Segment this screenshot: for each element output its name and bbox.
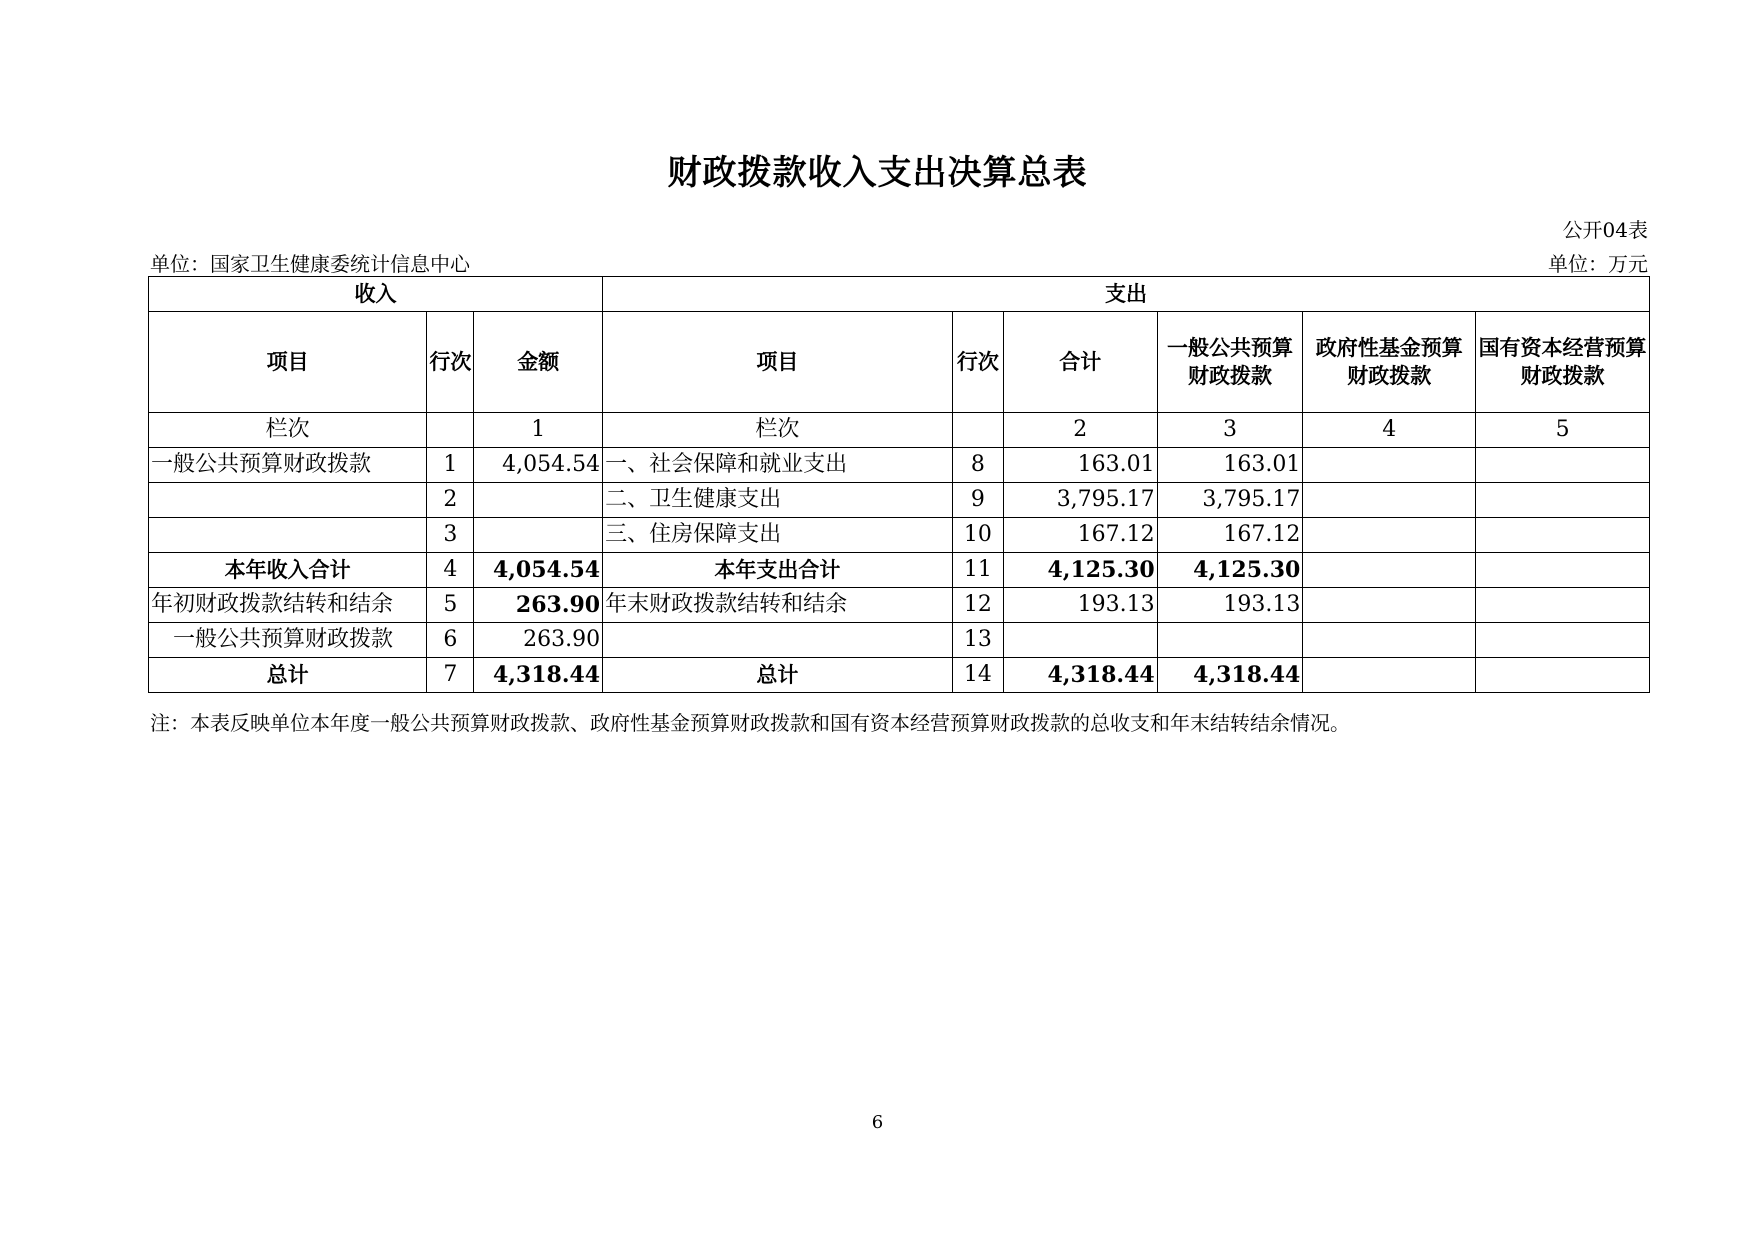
expense-item: 本年支出合计: [603, 553, 953, 588]
col-index-cell: 5: [1476, 413, 1650, 448]
expense-item-header: 项目: [603, 312, 953, 413]
income-row-no: 2: [427, 483, 474, 518]
table-row: [149, 518, 1650, 553]
income-row-no: 7: [427, 658, 474, 693]
col-index-cell: [952, 413, 1003, 448]
expense-general-budget: 3,795.17: [1157, 483, 1303, 518]
table-row: [149, 483, 1650, 518]
expense-general-budget: 193.13: [1157, 588, 1303, 623]
expense-total: 167.12: [1003, 518, 1157, 553]
expense-general-budget: 4,318.44: [1157, 658, 1303, 693]
expense-state-capital: [1476, 658, 1650, 693]
page-title: 财政拨款收入支出决算总表: [667, 153, 1088, 193]
col-index-cell: [427, 413, 474, 448]
col-index-label-left: 栏次: [149, 413, 427, 448]
expense-total: [1003, 623, 1157, 658]
expense-general-budget: 4,125.30: [1157, 553, 1303, 588]
expense-gov-fund: [1303, 483, 1476, 518]
col-index-cell: 4: [1303, 413, 1476, 448]
expense-general-budget: 163.01: [1157, 448, 1303, 483]
expense-gov-fund: [1303, 553, 1476, 588]
grand-total-row: [149, 658, 1650, 693]
income-section-header: 收入: [149, 277, 603, 312]
expense-gov-fund: [1303, 518, 1476, 553]
expense-total: 4,125.30: [1003, 553, 1157, 588]
expense-item: 年末财政拨款结转和结余: [603, 588, 953, 623]
form-number: 公开04表: [1562, 218, 1648, 242]
expense-item: 总计: [603, 658, 953, 693]
income-amount: [474, 518, 603, 553]
income-amount: [474, 483, 603, 518]
income-item-header: 项目: [149, 312, 427, 413]
expense-state-capital: [1476, 483, 1650, 518]
footnote: 注：本表反映单位本年度一般公共预算财政拨款、政府性基金预算财政拨款和国有资本经营预算财政拨款的总收支和年末结转结余情况。: [150, 711, 1350, 735]
page-number: 6: [871, 1112, 884, 1133]
income-item: [149, 518, 427, 553]
table-row: [149, 623, 1650, 658]
expense-row-no: 14: [952, 658, 1003, 693]
expense-item: 一、社会保障和就业支出: [603, 448, 953, 483]
expense-total: 4,318.44: [1003, 658, 1157, 693]
income-amount: 263.90: [474, 588, 603, 623]
expense-gov-fund: [1303, 588, 1476, 623]
income-amount-header: 金额: [474, 312, 603, 413]
expense-state-capital: [1476, 518, 1650, 553]
expense-item: 二、卫生健康支出: [603, 483, 953, 518]
expense-row-no: 11: [952, 553, 1003, 588]
expense-row-no-header: 行次: [952, 312, 1003, 413]
unit-organization: 单位：国家卫生健康委统计信息中心: [150, 252, 470, 276]
income-row-no-header: 行次: [427, 312, 474, 413]
income-amount: 4,318.44: [474, 658, 603, 693]
income-amount: 4,054.54: [474, 553, 603, 588]
income-row-no: 1: [427, 448, 474, 483]
general-budget-header: 一般公共预算财政拨款: [1157, 312, 1303, 413]
expense-state-capital: [1476, 588, 1650, 623]
budget-table: [148, 276, 1650, 693]
income-row-no: 6: [427, 623, 474, 658]
header-columns-row: [149, 312, 1650, 413]
expense-total: 193.13: [1003, 588, 1157, 623]
expense-state-capital: [1476, 553, 1650, 588]
expense-row-no: 10: [952, 518, 1003, 553]
expense-state-capital: [1476, 448, 1650, 483]
income-row-no: 5: [427, 588, 474, 623]
expense-item: 三、住房保障支出: [603, 518, 953, 553]
expense-total: 163.01: [1003, 448, 1157, 483]
income-amount: 4,054.54: [474, 448, 603, 483]
column-index-row: [149, 413, 1650, 448]
col-index-cell: 1: [474, 413, 603, 448]
income-item: 一般公共预算财政拨款: [149, 448, 427, 483]
income-amount: 263.90: [474, 623, 603, 658]
expense-gov-fund: [1303, 448, 1476, 483]
income-row-no: 3: [427, 518, 474, 553]
col-index-label-right: 栏次: [603, 413, 953, 448]
expense-general-budget: 167.12: [1157, 518, 1303, 553]
expense-state-capital: [1476, 623, 1650, 658]
expense-row-no: 8: [952, 448, 1003, 483]
unit-currency: 单位：万元: [1548, 252, 1648, 276]
expense-total: 3,795.17: [1003, 483, 1157, 518]
income-item: 总计: [149, 658, 427, 693]
income-item: [149, 483, 427, 518]
income-row-no: 4: [427, 553, 474, 588]
subtotal-row: [149, 553, 1650, 588]
expense-section-header: 支出: [603, 277, 1650, 312]
expense-row-no: 9: [952, 483, 1003, 518]
expense-item: [603, 623, 953, 658]
expense-row-no: 12: [952, 588, 1003, 623]
income-item: 本年收入合计: [149, 553, 427, 588]
expense-gov-fund: [1303, 658, 1476, 693]
income-item: 一般公共预算财政拨款: [149, 623, 427, 658]
expense-total-header: 合计: [1003, 312, 1157, 413]
gov-fund-header: 政府性基金预算财政拨款: [1303, 312, 1476, 413]
expense-general-budget: [1157, 623, 1303, 658]
expense-row-no: 13: [952, 623, 1003, 658]
header-section-row: [149, 277, 1650, 312]
col-index-cell: 2: [1003, 413, 1157, 448]
table-row: [149, 588, 1650, 623]
table-row: [149, 448, 1650, 483]
col-index-cell: 3: [1157, 413, 1303, 448]
income-item: 年初财政拨款结转和结余: [149, 588, 427, 623]
state-capital-header: 国有资本经营预算财政拨款: [1476, 312, 1650, 413]
expense-gov-fund: [1303, 623, 1476, 658]
